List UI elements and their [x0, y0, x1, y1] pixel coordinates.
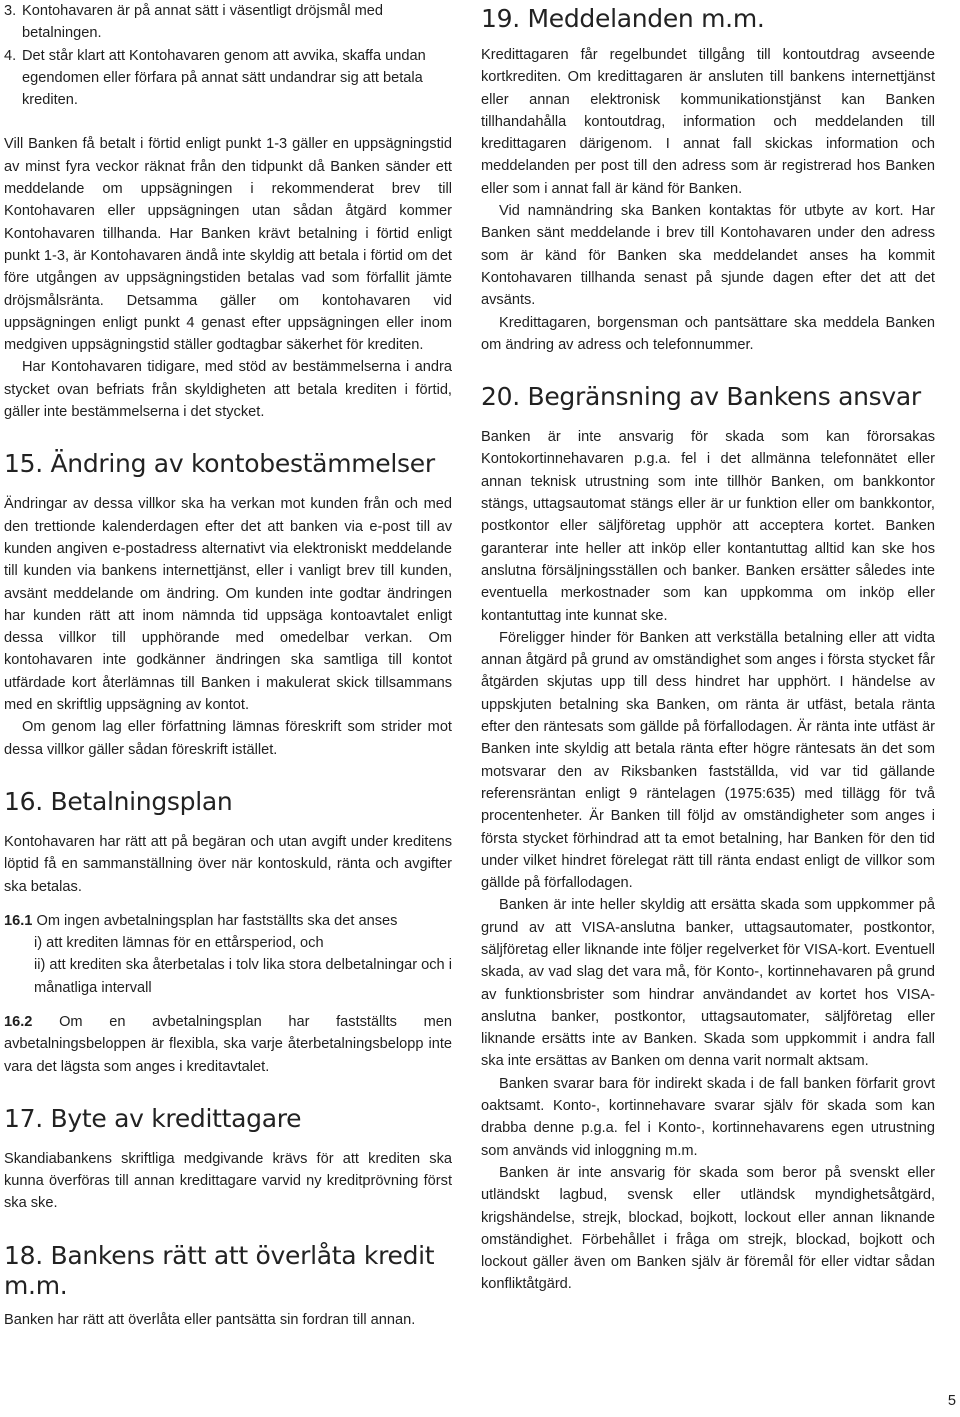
section-heading-18: 18. Bankens rätt att överlåta kredit m.m. [4, 1240, 435, 1300]
paragraph: Om genom lag eller författning lämnas föreskrift som strider mot dessa villkor gäller sådan föreskrift istället. [4, 719, 452, 758]
paragraph: Banken är inte ansvarig för skada som beror på svenskt eller utländskt lagbud, svensk eller utländsk myndighetsåtgärd, krigshändelse, strejk, blockad, bojkott, lockout eller annan liknande omständighet. Förbehållet i fråga om strejk, blockad, bojkott och lockout gäller även om Banken själv är föremål för eller vidtar sådan konfliktåtgärd. [481, 1164, 935, 1293]
list-item-text: Det står klart att Kontohavaren genom att avvika, skaffa undan egendomen eller förfara på annat sätt undandrar sig att betala krediten. [22, 47, 426, 109]
right-column [481, 0, 935, 1296]
section-heading-17: 17. Byte av kredittagare [4, 1103, 302, 1133]
paragraph: Föreligger hinder för Banken att verkställa betalning eller att vidta annan åtgärd på grund av omständighet som anges i första stycket får åtgärden skjutas upp till dess hindret har upphört. I händelse av uppskjuten betalning ska Banken, om ränta är utfäst, betala ränta efter den räntesats som gällde på förfallodagen. Är ränta inte utfäst är Banken inte skyldig att betala ränta efter högre räntesats än det som motsvarar den av Riksbanken fastställda, vid var tid gällande referensräntan enligt 9 räntelagen (1975:635) med tillägg för två procentenheter. Är Banken till följd av omständigheter som anges i första stycket förhindrad att ta emot betalning, har Banken för den tid under vilket hindret förelegat rätt till ränta endast enligt de villkor som gällde på förfallodagen. [481, 629, 935, 892]
paragraph: Har Kontohavaren tidigare, med stöd av bestämmelserna i andra stycket ovan befriats från skyldigheten att betala krediten i förtid, gäller inte bestämmelserna i det stycket. [4, 359, 452, 421]
subsection-16-2 [4, 1011, 452, 1078]
paragraph: Vill Banken få betalt i förtid enligt punkt 1-3 gäller en uppsägningstid av minst fyra veckor räknat från den tidpunkt då Banken sänder ett meddelande om uppsägningen i rekommenderat brev till Kontohavaren eller uppsägningen utan sådan åtgärd kommer Kontohavaren tillhanda. Har Banken krävt betalning i förtid enligt punkt 1-3, är Kontohavaren ändå inte skyldig att betala i förtid om det före utgången av uppsägningstiden betalas vad som förfallit jämte dröjsmålsränta. Detsamma gäller om kontohavaren vid uppsägningen enligt punkt 4 genast efter uppsägningen eller inom medgiven uppsägningstid ställer godtagbar säkerhet för krediten. [4, 136, 452, 354]
paragraph: Kredittagaren, borgensman och pantsättare ska meddela Banken om ändring av adress och telefonnummer. [481, 314, 935, 353]
paragraph: Banken svarar bara för indirekt skada i de fall banken förfarit grovt oaktsamt. Konto-, kortinnehavare svarar själv för skada som kan drabba denne p.g.a. fel i Konto-, kortinnehavarens egen utrustning som används vid inloggning m.m. [481, 1075, 935, 1159]
section-heading-19: 19. Meddelanden m.m. [481, 4, 765, 33]
paragraph: Vid namnändring ska Banken kontaktas för utbyte av kort. Har Banken sänt meddelande i brev till Kontohavaren under den adress som är känd för Banken ska meddelandet anses ha kommit Kontohavaren tillhanda senast på sjunde dagen efter det att det avsänts. [481, 203, 935, 309]
section-heading-15: 15. Ändring av kontobestämmelser [4, 449, 435, 479]
list-item-number: 4. [4, 47, 17, 64]
termination-conditions-list [4, 0, 452, 111]
left-column [4, 0, 452, 1331]
paragraph: Kontohavaren har rätt att på begäran och utan avgift under kreditens löptid få en sammanställning över när kontoskuld, ränta och avgifter ska betalas. [4, 833, 452, 895]
paragraph: Kredittagaren får regelbundet tillgång till kontoutdrag avseende kortkrediten. Om kredittagaren är ansluten till bankens internettjänst eller annan elektronisk kommunikationstjänst kan Banken tillhandahålla kontoutdrag, information och meddelanden till kredittagaren därigenom. I annat fall skickas information och meddelanden per post till den adress som är registrerad hos Banken eller som i annat fall är känd för Banken. [481, 47, 935, 197]
list-item: ii) att krediten ska återbetalas i tolv lika stora delbetalningar och i månatliga intervall [34, 957, 452, 996]
section-heading-20: 20. Begränsning av Bankens ansvar [481, 382, 921, 412]
list-item [4, 45, 452, 112]
subsection-text: Om ingen avbetalningsplan har fastställts ska det anses [36, 912, 398, 929]
paragraph: Skandiabankens skriftliga medgivande krävs för att krediten ska kunna överföras till annan kredittagare varvid ny kreditprövning först ska ske. [4, 1150, 452, 1212]
paragraph: Banken är inte ansvarig för skada som kan förorsakas Kontokortinnehavaren p.g.a. fel i det allmänna telefonnätet eller annan teknisk utrustning som inte tillhör Banken, om bankkontor stängs, uttagsautomat stängs eller är ur funktion eller om bankkontor, postkontor eller säljföretag upphör att acceptera kortet. Banken garanterar inte heller att inköp eller kontantuttag alltid kan ske hos anslutna försäljningsställen och banker. Banken ersätter således inte eventuella merkostnader som kan uppkomma om inköp eller kontantuttag inte kunnat ske. [481, 429, 935, 624]
subsection-number: 16.2 [4, 1013, 33, 1030]
subsection-list [34, 932, 452, 999]
subsection-text: Om en avbetalningsplan har fastställts men avbetalningsbeloppen är flexibla, ska varje återbetalningsbelopp inte vara det lägsta som anges i kreditavtalet. [4, 1013, 452, 1075]
section-heading-16: 16. Betalningsplan [4, 786, 233, 816]
paragraph: Ändringar av dessa villkor ska ha verkan mot kunden från och med den trettionde kalenderdagen efter det att banken via e-post till av kunden angiven e-postadress alternativt via elektroniskt meddelande till kunden via bankens internettjänst, eller i vanligt brev till kunden, avsänt meddelande om ändring. Om kunden inte godtar ändringen har kunden rätt att inom nämnda tid uppsäga kontoavtalet enligt dessa villkor till upphörande med omedelbar verkan. Om kontohavaren inte godkänner ändringen ska samtliga till kontot utfärdade kort återlämnas till Banken i makulerat skick tillsammans med en skriftlig uppsägning av kontot. [4, 496, 452, 714]
list-item [4, 0, 452, 45]
list-item: i) att krediten lämnas för en ettårsperiod, och [34, 935, 324, 952]
list-item-text: Kontohavaren är på annat sätt i väsentligt dröjsmål med betalningen. [22, 3, 383, 42]
page-number: 5 [947, 1393, 956, 1409]
paragraph: Banken har rätt att överlåta eller pantsätta sin fordran till annan. [4, 1311, 416, 1328]
paragraph: Banken är inte heller skyldig att ersätta skada som uppkommer på grund av att VISA-anslutna banker, uttagsautomater, postkontor, säljföretag eller liknande inte följer regelverket för VISA-kort. Eventuell skada, av vad slag det vara må, för Konto-, kortinnehavaren på grund av funktionsbrister som hindrar användandet av kortet hos VISA-anslutna banker, postkontor, uttagsautomater, säljföretag eller liknande ersätts inte av Banken. Skada som uppkommit i andra fall ska inte ersättas av Banken om denna varit normalt aktsam. [481, 897, 935, 1070]
list-item-number: 3. [4, 3, 17, 19]
subsection-number: 16.1 [4, 912, 33, 929]
subsection-16-1 [4, 910, 452, 932]
